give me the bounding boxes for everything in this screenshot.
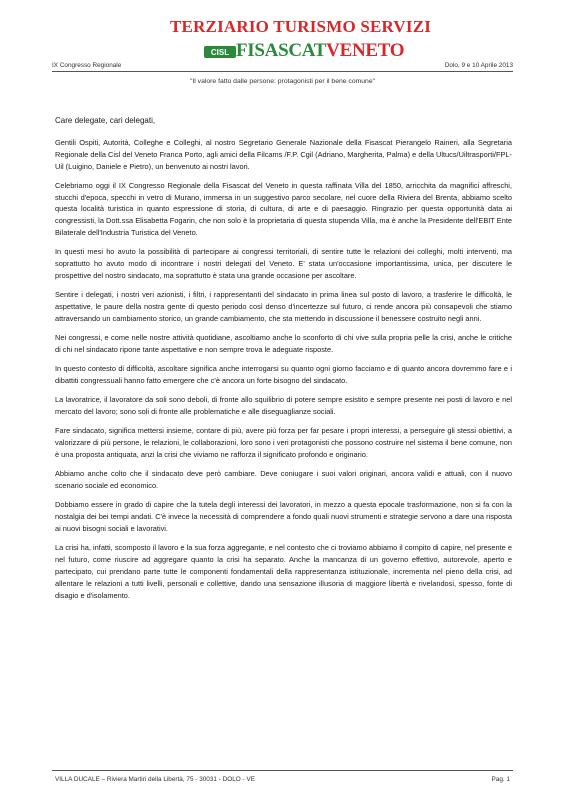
logo-mark-text: CISL [210, 48, 230, 57]
paragraph: La crisi ha, infatti, scomposto il lavoro e la sua forza aggregante, e nel contesto che ci troviamo abbiamo il compito di capire, nel presente e nel futuro, come riuscire ad aggregare quanto la crisi ha separato. Anche la mancanza di un governo effettivo, autorevole, aperto e partecipato, cui prendano parte tutte le componenti fondamentali della rappresentanza istituzionale, incrementa nel pieno della crisi, ad allentare le relazioni a tutti livelli, personali e collettive, dando una sensazione illusoria di maggiore libertà e rivelandosi, spesso, fonte di disagio e d'isolamento. [55, 543, 512, 600]
paragraph: La lavoratrice, il lavoratore da soli sono deboli, di fronte allo squilibrio di potere sempre esistito e sempre presente nei posti di lavoro e nel mercato del lavoro; sono soli di fronte alle problematiche e alle diseguaglianze sociali. [55, 395, 512, 417]
logo-brand [236, 40, 404, 62]
paragraph: Dobbiamo essere in grado di capire che la tutela degli interessi dei lavoratori, in mezzo a questa epocale trasformazione, non si fa con la nostalgia dei bei tempi andati. C'è invece la necessità di comprendere a fondo quali nuovi strumenti e strategie servono a dare una risposta ai nuovi bisogni sociali e lavorativi. [55, 500, 512, 534]
cisl-mark-icon [204, 44, 236, 60]
paragraph: Celebriamo oggi il IX Congresso Regionale della Fisascat del Veneto in questa raffinata Villa del 1850, arricchita da magnifici affreschi, stucchi d'epoca, specchi in vetro di Murano, immersa in un suggestivo parco secolare, nel cuore della Riviera del Brenta, abbiamo scelto questa località turistica in quanto espressione di storia, di cultura, di arte e di paesaggio. Ringrazio per questa opportunità data ai congressisti, la Dott.ssa Elisabetta Fogarin, che non solo è la proprietaria di questa stupenda Villa, ma è anche la Presidente dell'EBIT Ente Bilaterale dell'Industria Turistica del Veneto. [55, 180, 512, 238]
footer-divider [52, 770, 513, 771]
header-quote: "Il valore fatto dalle persone: protagonisti per il bene comune" [189, 78, 376, 85]
logo-brand-suffix: VENETO [326, 40, 405, 61]
document-body [55, 115, 512, 609]
salutation: Care delegate, cari delegati, [55, 116, 156, 125]
footer-address: VILLA DUCALE – Riviera Martiri della Libertà, 75 - 30031 - DOLO - VE [55, 776, 255, 783]
paragraph: Sentire i delegati, i nostri veri azionisti, i filtri, i rappresentanti del sindacato in prima linea sul posto di lavoro, a trasferire le difficoltà, le aspettative, le paure della nostra gente di questo periodo così denso d'incertezze sul futuro, ci rende ancora più consapevoli che stiamo attraversando un cambiamento storico, un grande cambiamento, che sta mettendo in discussione il benessere costruito negli anni. [55, 290, 512, 323]
paragraph: In questo contesto di difficoltà, ascoltare significa anche interrogarsi su quanto ogni giorno facciamo e di quanto ancora dovremmo fare e i dibattiti congressuali hanno fatto emergere che c'è ancora un forte bisogno del sindacato. [55, 364, 512, 386]
page-number: Pag. 1 [491, 776, 510, 783]
paragraph: In questi mesi ho avuto la possibilità di partecipare ai congressi territoriali, di sentire tutte le relazioni dei colleghi, molti interventi, ma soprattutto ho avuto modo di incontrare i nostri delegati del Veneto. E' stata un'occasione importantissima, unica, per discutere le prospettive del nostro sindacato, ma soprattutto è stata una grande occasione per ascoltare. [55, 247, 512, 280]
header-congress-label: IX Congresso Regionale [52, 62, 122, 69]
header-date: Dolo, 9 e 10 Aprile 2013 [444, 62, 513, 69]
paragraph: Fare sindacato, significa mettersi insieme, contare di più, avere più forza per far pesare i propri interessi, a perseguire gli stessi obiettivi, a valorizzare di più persone, le relazioni, le collaborazioni, loro sono i veri protagonisti che possono costruire nel sistema il bene comune, non è una proposta antiquata, anzi la crisi che viviamo ne rafforza il significato profondo e originario. [55, 426, 512, 460]
logo-brand-prefix: FISASCAT [236, 40, 327, 61]
fisascat-logo [170, 17, 432, 68]
paragraph: Abbiamo anche colto che il sindacato deve però cambiare. Deve coniugare i suoi valori originari, ancora validi e attuali, con il nuovo scenario sociale ed economico. [55, 469, 512, 491]
header-divider [52, 71, 513, 72]
logo-tagline: TERZIARIO TURISMO SERVIZI [170, 17, 432, 36]
paragraph: Gentili Ospiti, Autorità, Colleghe e Colleghi, al nostro Segretario Generale Nazionale della Fisascat Pierangelo Raineri, alla Segretaria Regionale della Cisl del Veneto Franca Porto, agli amici della Filcams /F.P. Cgil (Adriano, Margherita, Palma) e della Ultucs/Uiltrasporti/FPL-Uil (Luigino, Daniele e Pietro), un benvenuto ai nostri lavori. [55, 138, 512, 171]
paragraph: Nei congressi, e come nelle nostre attività quotidiane, ascoltiamo anche lo sconforto di chi vive sulla propria pelle la crisi, anche le critiche di chi nel sindacato ripone tante aspettative e non sempre trova le adeguate risposte. [55, 333, 512, 354]
